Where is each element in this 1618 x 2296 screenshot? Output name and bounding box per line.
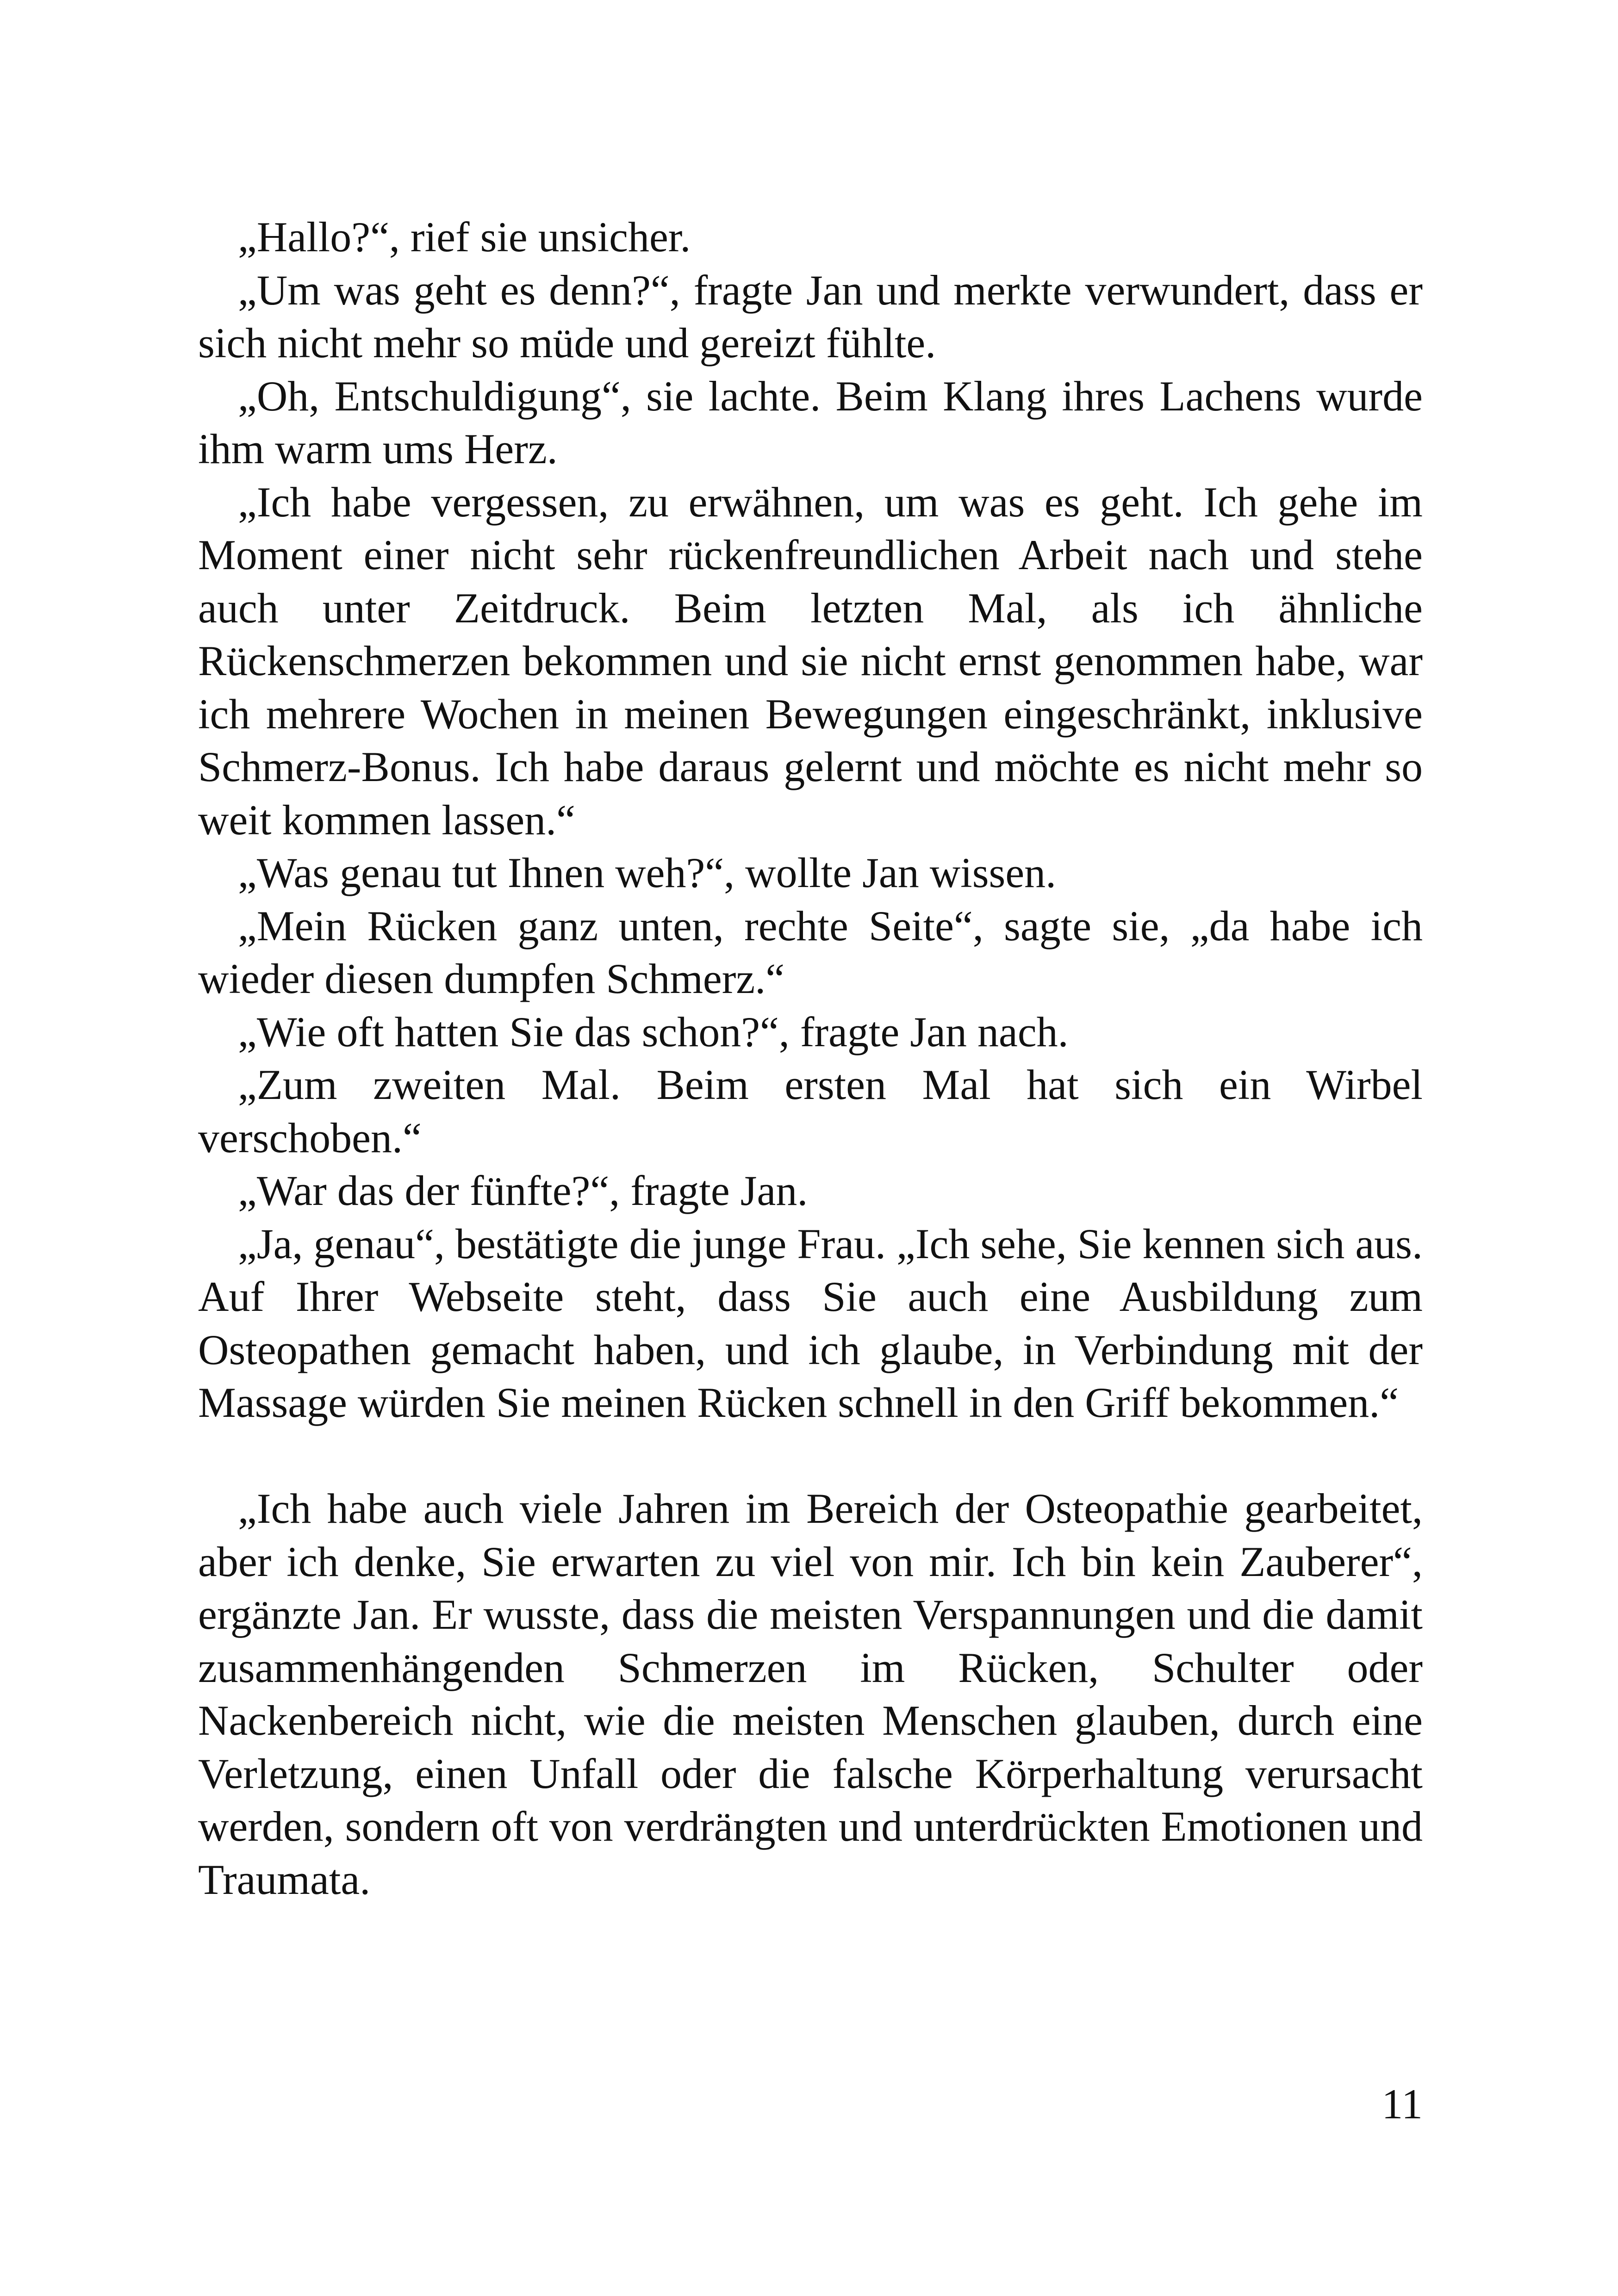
- page-number: 11: [1382, 2080, 1423, 2128]
- paragraph: „Zum zweiten Mal. Beim ersten Mal hat sich ein Wirbel verschoben.“: [198, 1061, 1423, 1161]
- paragraph: „Hallo?“, rief sie unsicher.: [238, 213, 691, 261]
- paragraph: „War das der fünfte?“, fragte Jan.: [238, 1167, 808, 1214]
- paragraph: „Um was geht es denn?“, fragte Jan und merkte verwundert, dass er sich nicht mehr so müde und gereizt fühlte.: [198, 266, 1423, 366]
- paragraph: „Ich habe vergessen, zu erwähnen, um was es geht. Ich gehe im Moment einer nicht sehr rückenfreundlichen Arbeit nach und stehe auch unter Zeitdruck. Beim letzten Mal, als ich ähnliche Rückenschmerzen bekommen und sie nicht ernst genommen habe, war ich mehrere Wochen in meinen Bewegungen eingeschränkt, inklusive Schmerz-Bonus. Ich habe daraus gelernt und möchte es nicht mehr so weit kommen lassen.“: [198, 478, 1423, 844]
- body-text: [198, 211, 1423, 1906]
- paragraph: „Ich habe auch viele Jahren im Bereich der Osteopathie gearbeitet, aber ich denke, Sie erwarten zu viel von mir. Ich bin kein Zauberer“, ergänzte Jan. Er wusste, dass die meisten Verspannungen und die damit zusammenhängenden Schmerzen im Rücken, Schulter oder Nackenbereich nicht, wie die meisten Menschen glauben, durch eine Verletzung, einen Unfall oder die falsche Körperhaltung verursacht werden, sondern oft von verdrängten und unterdrückten Emotionen und Traumata.: [198, 1485, 1423, 1903]
- paragraph: „Oh, Entschuldigung“, sie lachte. Beim Klang ihres Lachens wurde ihm warm ums Herz.: [198, 372, 1423, 472]
- paragraph: „Was genau tut Ihnen weh?“, wollte Jan wissen.: [238, 849, 1057, 896]
- paragraph: „Wie oft hatten Sie das schon?“, fragte Jan nach.: [238, 1008, 1069, 1055]
- paragraph: „Mein Rücken ganz unten, rechte Seite“, sagte sie, „da habe ich wieder diesen dumpfen Schmerz.“: [198, 902, 1423, 1002]
- paragraph: „Ja, genau“, bestätigte die junge Frau. „Ich sehe, Sie kennen sich aus. Auf Ihrer Webseite steht, dass Sie auch eine Ausbildung zum Osteopathen gemacht haben, und ich glaube, in Verbindung mit der Massage würden Sie meinen Rücken schnell in den Griff bekommen.“: [198, 1220, 1423, 1426]
